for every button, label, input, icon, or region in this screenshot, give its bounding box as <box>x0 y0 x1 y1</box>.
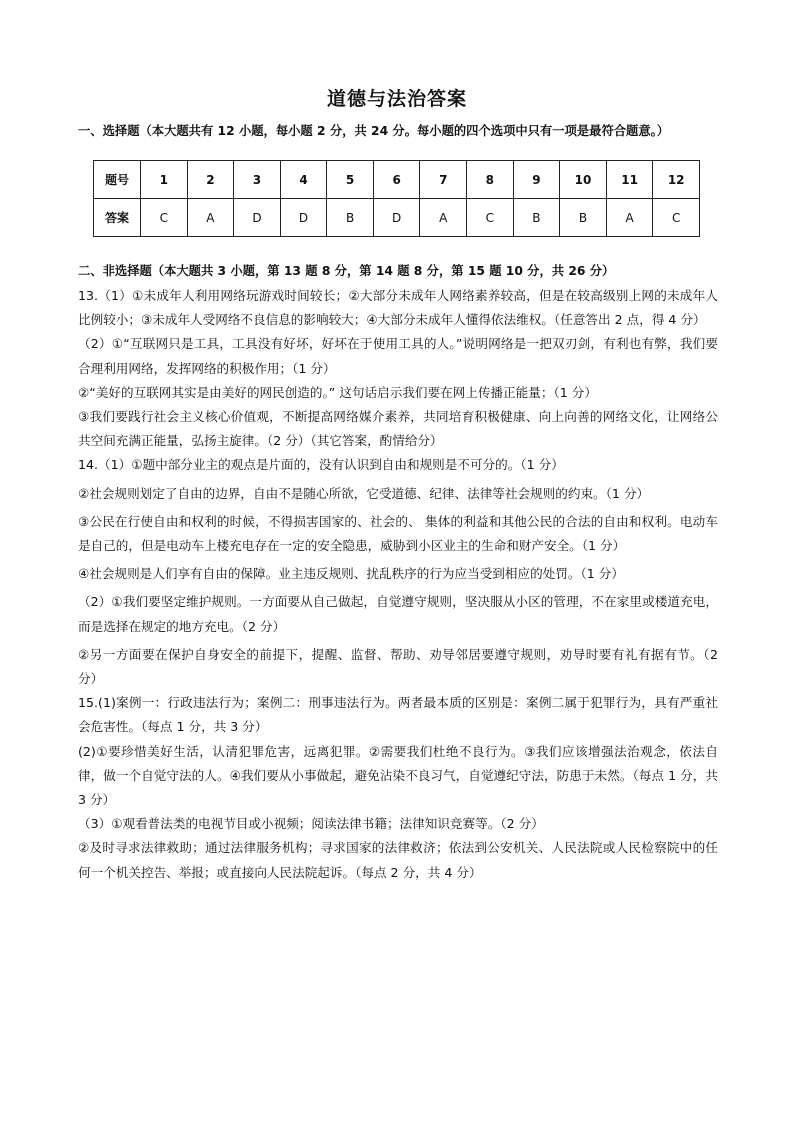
question-number: 6 <box>373 161 420 199</box>
answer-paragraph: ④社会规则是人们享有自由的保障。业主违反规则、扰乱秩序的行为应当受到相应的处罚。（1 分） <box>78 566 624 582</box>
page-title: 道德与法治答案 <box>326 88 467 110</box>
section2-answers <box>78 284 718 885</box>
question-number: 4 <box>280 161 327 199</box>
answer-cell: B <box>327 199 374 237</box>
question-number: 5 <box>327 161 374 199</box>
answer-cell: D <box>373 199 420 237</box>
answer-paragraph: （3）①观看普法类的电视节目或小视频；阅读法律书籍；法律知识竞赛等。（2 分） <box>78 816 544 832</box>
answer-paragraph: ②另一方面要在保护自身安全的前提下，提醒、监督、帮助、劝导邻居要遵守规则，劝导时要有礼有据有节。（2 分） <box>78 646 718 687</box>
question-number: 7 <box>420 161 467 199</box>
question-number: 2 <box>187 161 234 199</box>
answer-cell: D <box>280 199 327 237</box>
answer-cell: A <box>187 199 234 237</box>
answer-paragraph: （2）①“互联网只是工具，工具没有好坏，好坏在于使用工具的人。”说明网络是一把双刃剑，有利也有弊，我们要合理利用网络，发挥网络的积极作用；（1 分） <box>78 336 718 376</box>
question-number: 10 <box>560 161 607 199</box>
answer-cell: C <box>141 199 188 237</box>
answer-table <box>93 160 700 237</box>
answer-row <box>94 199 700 237</box>
answer-cell: B <box>513 199 560 237</box>
answer-paragraph: 15.(1)案例一：行政违法行为；案例二：刑事违法行为。两者最本质的区别是：案例二属于犯罪行为，具有严重社会危害性。（每点 1 分，共 3 分） <box>78 695 718 735</box>
answer-paragraph: (2)①要珍惜美好生活，认清犯罪危害，远离犯罪。②需要我们杜绝不良行为。③我们应该增强法治观念，依法自律，做一个自觉守法的人。④我们要从小事做起，避免沾染不良习气，自觉遵纪守法，防患于未然。（每点 1 分，共 3 分） <box>78 743 718 808</box>
question-number: 9 <box>513 161 560 199</box>
question-number: 12 <box>653 161 700 199</box>
answer-cell: A <box>420 199 467 237</box>
section1-heading: 一、选择题（本大题共有 12 小题，每小题 2 分，共 24 分。每小题的四个选项中只有一项是最符合题意。） <box>78 124 670 138</box>
answer-paragraph: 13.（1）①未成年人利用网络玩游戏时间较长；②大部分未成年人网络素养较高，但是在较高级别上网的未成年人比例较小；③未成年人受网络不良信息的影响较大；④大部分未成年人懂得依法维权。（任意答出 2 点，得 4 分） <box>78 288 718 328</box>
section2-heading: 二、非选择题（本大题共 3 小题，第 13 题 8 分，第 14 题 8 分，第 15 题 10 分，共 26 分） <box>78 264 615 278</box>
answer-paragraph: ②社会规则划定了自由的边界，自由不是随心所欲，它受道德、纪律、法律等社会规则的约束。（1 分） <box>78 485 650 501</box>
answer-paragraph: ②“美好的互联网其实是由美好的网民创造的。” 这句话启示我们要在网上传播正能量；（1 分） <box>78 384 597 400</box>
question-number: 8 <box>467 161 514 199</box>
question-number: 1 <box>141 161 188 199</box>
row-label-number: 题号 <box>94 161 141 199</box>
answer-cell: B <box>560 199 607 237</box>
question-number: 3 <box>234 161 281 199</box>
answer-paragraph: 14.（1）①题中部分业主的观点是片面的，没有认识到自由和规则是不可分的。（1 分） <box>78 457 564 473</box>
answer-cell: C <box>653 199 700 237</box>
question-number-row <box>94 161 700 199</box>
answer-paragraph: ③我们要践行社会主义核心价值观，不断提高网络媒介素养，共同培育积极健康、向上向善的网络文化，让网络公共空间充满正能量，弘扬主旋律。（2 分）（其它答案，酌情给分） <box>78 409 718 449</box>
answer-cell: C <box>467 199 514 237</box>
answer-paragraph: ②及时寻求法律救助；通过法律服务机构；寻求国家的法律救济；依法到公安机关、人民法院或人民检察院中的任何一个机关控告、举报；或直接向人民法院起诉。（每点 2 分，共 4 分） <box>78 840 718 880</box>
answer-cell: A <box>606 199 653 237</box>
answer-cell: D <box>234 199 281 237</box>
row-label-answer: 答案 <box>94 199 141 237</box>
answer-paragraph: （2）①我们要坚定维护规则。一方面要从自己做起，自觉遵守规则，坚决服从小区的管理，不在家里或楼道充电，而是选择在规定的地方充电。（2 分） <box>78 594 718 634</box>
answer-paragraph: ③公民在行使自由和权利的时候，不得损害国家的、社会的、 集体的利益和其他公民的合法的自由和权利。电动车是自己的，但是电动车上楼充电存在一定的安全隐患，威胁到小区业主的生命和财产安全。（1 分） <box>78 513 718 554</box>
question-number: 11 <box>606 161 653 199</box>
